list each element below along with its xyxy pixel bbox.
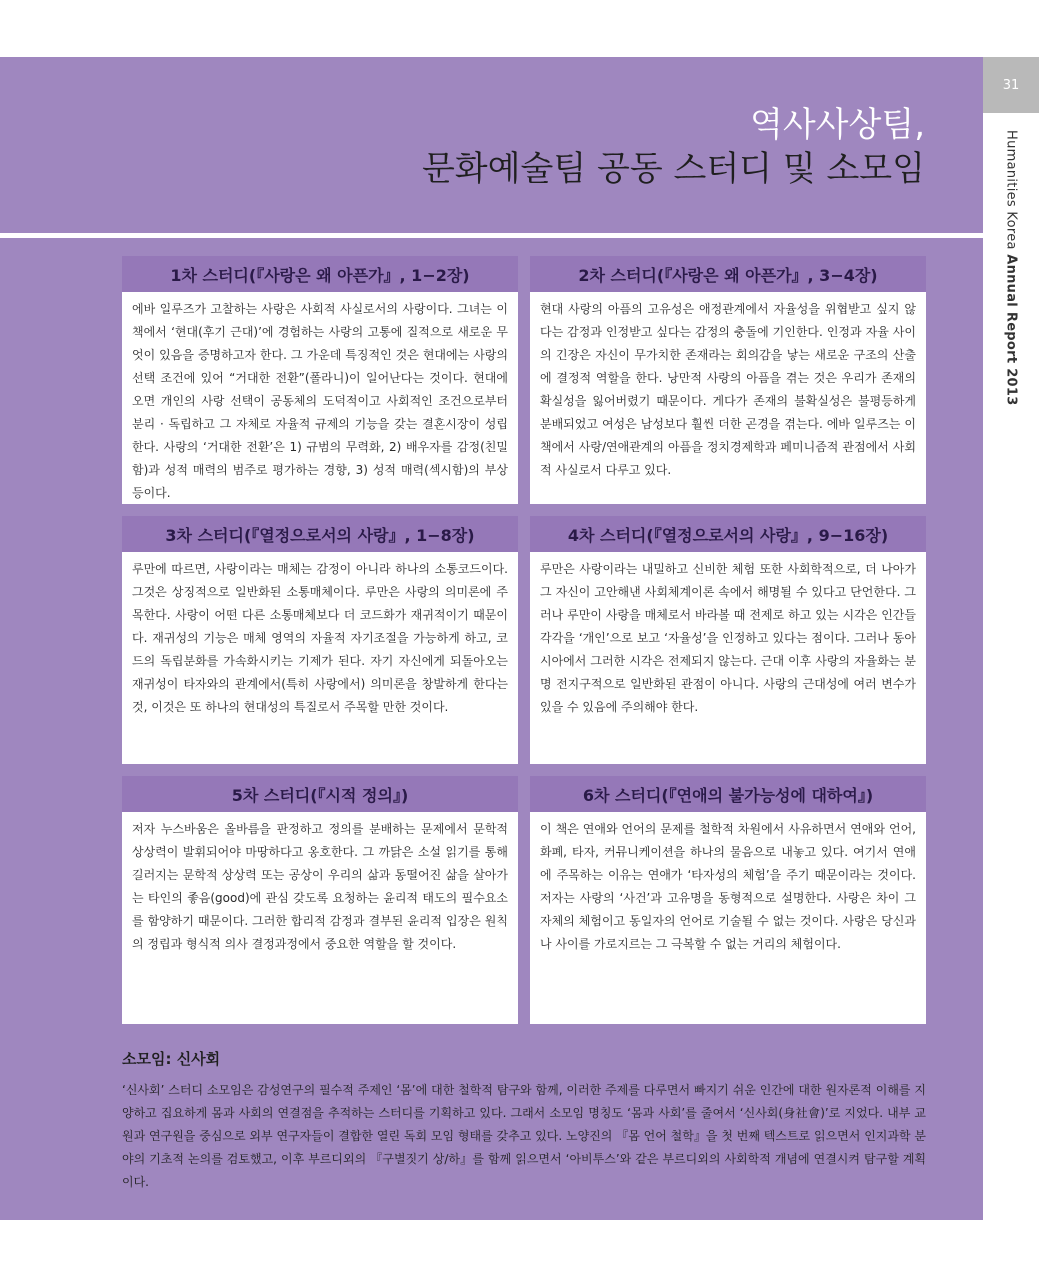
page-title-line2: 문화예술팀 공동 스터디 및 소모임	[421, 149, 925, 189]
running-header	[1004, 130, 1019, 406]
study-card-5	[122, 776, 518, 1024]
study-card-body: 이 책은 연애와 언어의 문제를 철학적 차원에서 사유하면서 연애와 언어, 화폐, 타자, 커뮤니케이션을 하나의 물음으로 내놓고 있다. 여기서 연애에 주목하는 이유는 연애가 ‘타자성의 체험’을 주기 때문이라는 것이다. 저자는 사랑의 ‘사건’과 고유명을 동형적으로 설명한다. 사랑은 차이 그 자체의 체험이고 동일자의 언어로 기술될 수 없는 것이다. 사랑은 당신과 나 사이를 가로지르는 그 극복할 수 없는 거리의 체험이다.	[540, 822, 916, 951]
study-card-6	[530, 776, 926, 1024]
study-card-1	[122, 256, 518, 504]
study-card-heading: 4차 스터디(『열정으로서의 사랑』, 9−16장)	[530, 516, 926, 552]
running-header-bold: Annual Report 2013	[1003, 254, 1019, 406]
study-card-2	[530, 256, 926, 504]
study-card-body: 루만에 따르면, 사랑이라는 매체는 감정이 아니라 하나의 소통코드이다. 그것은 상징적으로 일반화된 소통매체이다. 루만은 사랑의 의미론에 주목한다. 사랑이 어떤 다른 소통매체보다 더 코드화가 재귀적이기 때문이다. 재귀성의 기능은 매체 영역의 자율적 자기조절을 가능하게 하고, 코드의 독립분화를 가속화시키는 기제가 된다. 자기 자신에게 되돌아오는 재귀성이 타자와의 관계에서(특히 사랑에서) 의미론을 창발하게 한다는 것, 이것은 또 하나의 현대성의 특질로서 주목할 만한 것이다.	[132, 562, 508, 714]
page-title-line1: 역사사상팀,	[749, 105, 925, 145]
study-card-body: 에바 일루즈가 고찰하는 사랑은 사회적 사실로서의 사랑이다. 그녀는 이 책에서 ‘현대(후기 근대)’에 경험하는 사랑의 고통에 질적으로 새로운 무엇이 있음을 증명하고자 한다. 그 가운데 특징적인 것은 현대에는 사랑의 선택 조건에 있어 “거대한 전환”(폴라니)이 일어난다는 것이다. 현대에 오면 개인의 사랑 선택이 공동체의 도덕적이고 사회적인 조건으로부터 분리 · 독립하고 그 자체로 자율적 규제의 기능을 갖는 결혼시장이 성립한다. 사랑의 ‘거대한 전환’은 1) 규범의 무력화, 2) 배우자를 감정(친밀함)과 성적 매력의 범주로 평가하는 경향, 3) 성적 매력(섹시함)의 부상 등이다.	[132, 302, 508, 500]
study-card-body: 현대 사랑의 아픔의 고유성은 애정관계에서 자율성을 위협받고 싶지 않다는 감정과 인정받고 싶다는 감정의 충돌에 기인한다. 인정과 자율 사이의 긴장은 자신이 무가치한 존재라는 회의감을 낳는 새로운 구조의 산출에 결정적 역할을 한다. 낭만적 사랑의 아픔을 겪는 것은 우리가 존재의 확실성을 잃어버렸기 때문이다. 게다가 존재의 불확실성은 불평등하게 분배되었고 여성은 남성보다 훨씬 더한 곤경을 겪는다. 에바 일루즈는 이 책에서 사랑/연애관계의 아픔을 정치경제학과 페미니즘적 관점에서 사회적 사실로서 다루고 있다.	[540, 302, 916, 477]
page-number: 31	[1002, 77, 1020, 93]
study-card-heading: 5차 스터디(『시적 정의』)	[122, 776, 518, 812]
running-header-prefix: Humanities Korea	[1003, 130, 1019, 255]
study-card-body: 저자 누스바움은 올바름을 판정하고 정의를 분배하는 문제에서 문학적 상상력이 발휘되어야 마땅하다고 옹호한다. 그 까닭은 소설 읽기를 통해 길러지는 문학적 상상력 또는 공상이 우리의 삶과 동떨어진 삶을 살아가는 타인의 좋음(good)에 관심 갖도록 요청하는 윤리적 태도의 필수요소를 함양하기 때문이다. 그러한 합리적 감정과 결부된 윤리적 입장은 원칙의 정립과 형식적 의사 결정과정에서 중요한 역할을 할 것이다.	[132, 822, 508, 951]
study-card-body: 루만은 사랑이라는 내밀하고 신비한 체험 또한 사회학적으로, 더 나아가 그 자신이 고안해낸 사회체계이론 속에서 해명될 수 있다고 단언한다. 그러나 루만이 사랑을 매체로서 바라볼 때 전제로 하고 있는 시각은 인간들 각각을 ‘개인’으로 보고 ‘자율성’을 인정하고 있다는 점이다. 그러나 동아시아에서 그러한 시각은 전제되지 않는다. 근대 이후 사랑의 자율화는 분명 전지구적으로 일반화된 관점이 아니다. 사랑의 근대성에 여러 변수가 있을 수 있음에 주의해야 한다.	[540, 562, 916, 714]
study-card-heading: 2차 스터디(『사랑은 왜 아픈가』, 3−4장)	[530, 256, 926, 292]
small-group-section	[122, 1048, 926, 1194]
study-card-heading: 1차 스터디(『사랑은 왜 아픈가』, 1−2장)	[122, 256, 518, 292]
page-title	[422, 103, 925, 191]
study-card-4	[530, 516, 926, 764]
study-card-heading: 3차 스터디(『열정으로서의 사랑』, 1−8장)	[122, 516, 518, 552]
small-group-title: 소모임: 신사회	[122, 1050, 221, 1068]
study-card-heading: 6차 스터디(『연애의 불가능성에 대하여』)	[530, 776, 926, 812]
study-card-3	[122, 516, 518, 764]
small-group-body: ‘신사회’ 스터디 소모임은 감성연구의 필수적 주제인 ‘몸’에 대한 철학적 탐구와 함께, 이러한 주제를 다루면서 빠지기 쉬운 인간에 대한 원자론적 이해를 지양하고 집요하게 몸과 사회의 연결점을 추적하는 스터디를 기획하고 있다. 그래서 소모임 명칭도 ‘몸과 사회’를 줄여서 ‘신사회(身社會)’로 지었다. 내부 교원과 연구원을 중심으로 외부 연구자들이 결합한 열린 독회 모임 형태를 갖추고 있다. 노양진의 『몸 언어 철학』을 첫 번째 텍스트로 읽으면서 인지과학 분야의 기초적 논의를 검토했고, 이후 부르디외의 『구별짓기 상/하』를 함께 읽으면서 ‘아비투스’와 같은 부르디외의 사회학적 개념에 연결시켜 탐구할 계획이다.	[122, 1083, 926, 1189]
